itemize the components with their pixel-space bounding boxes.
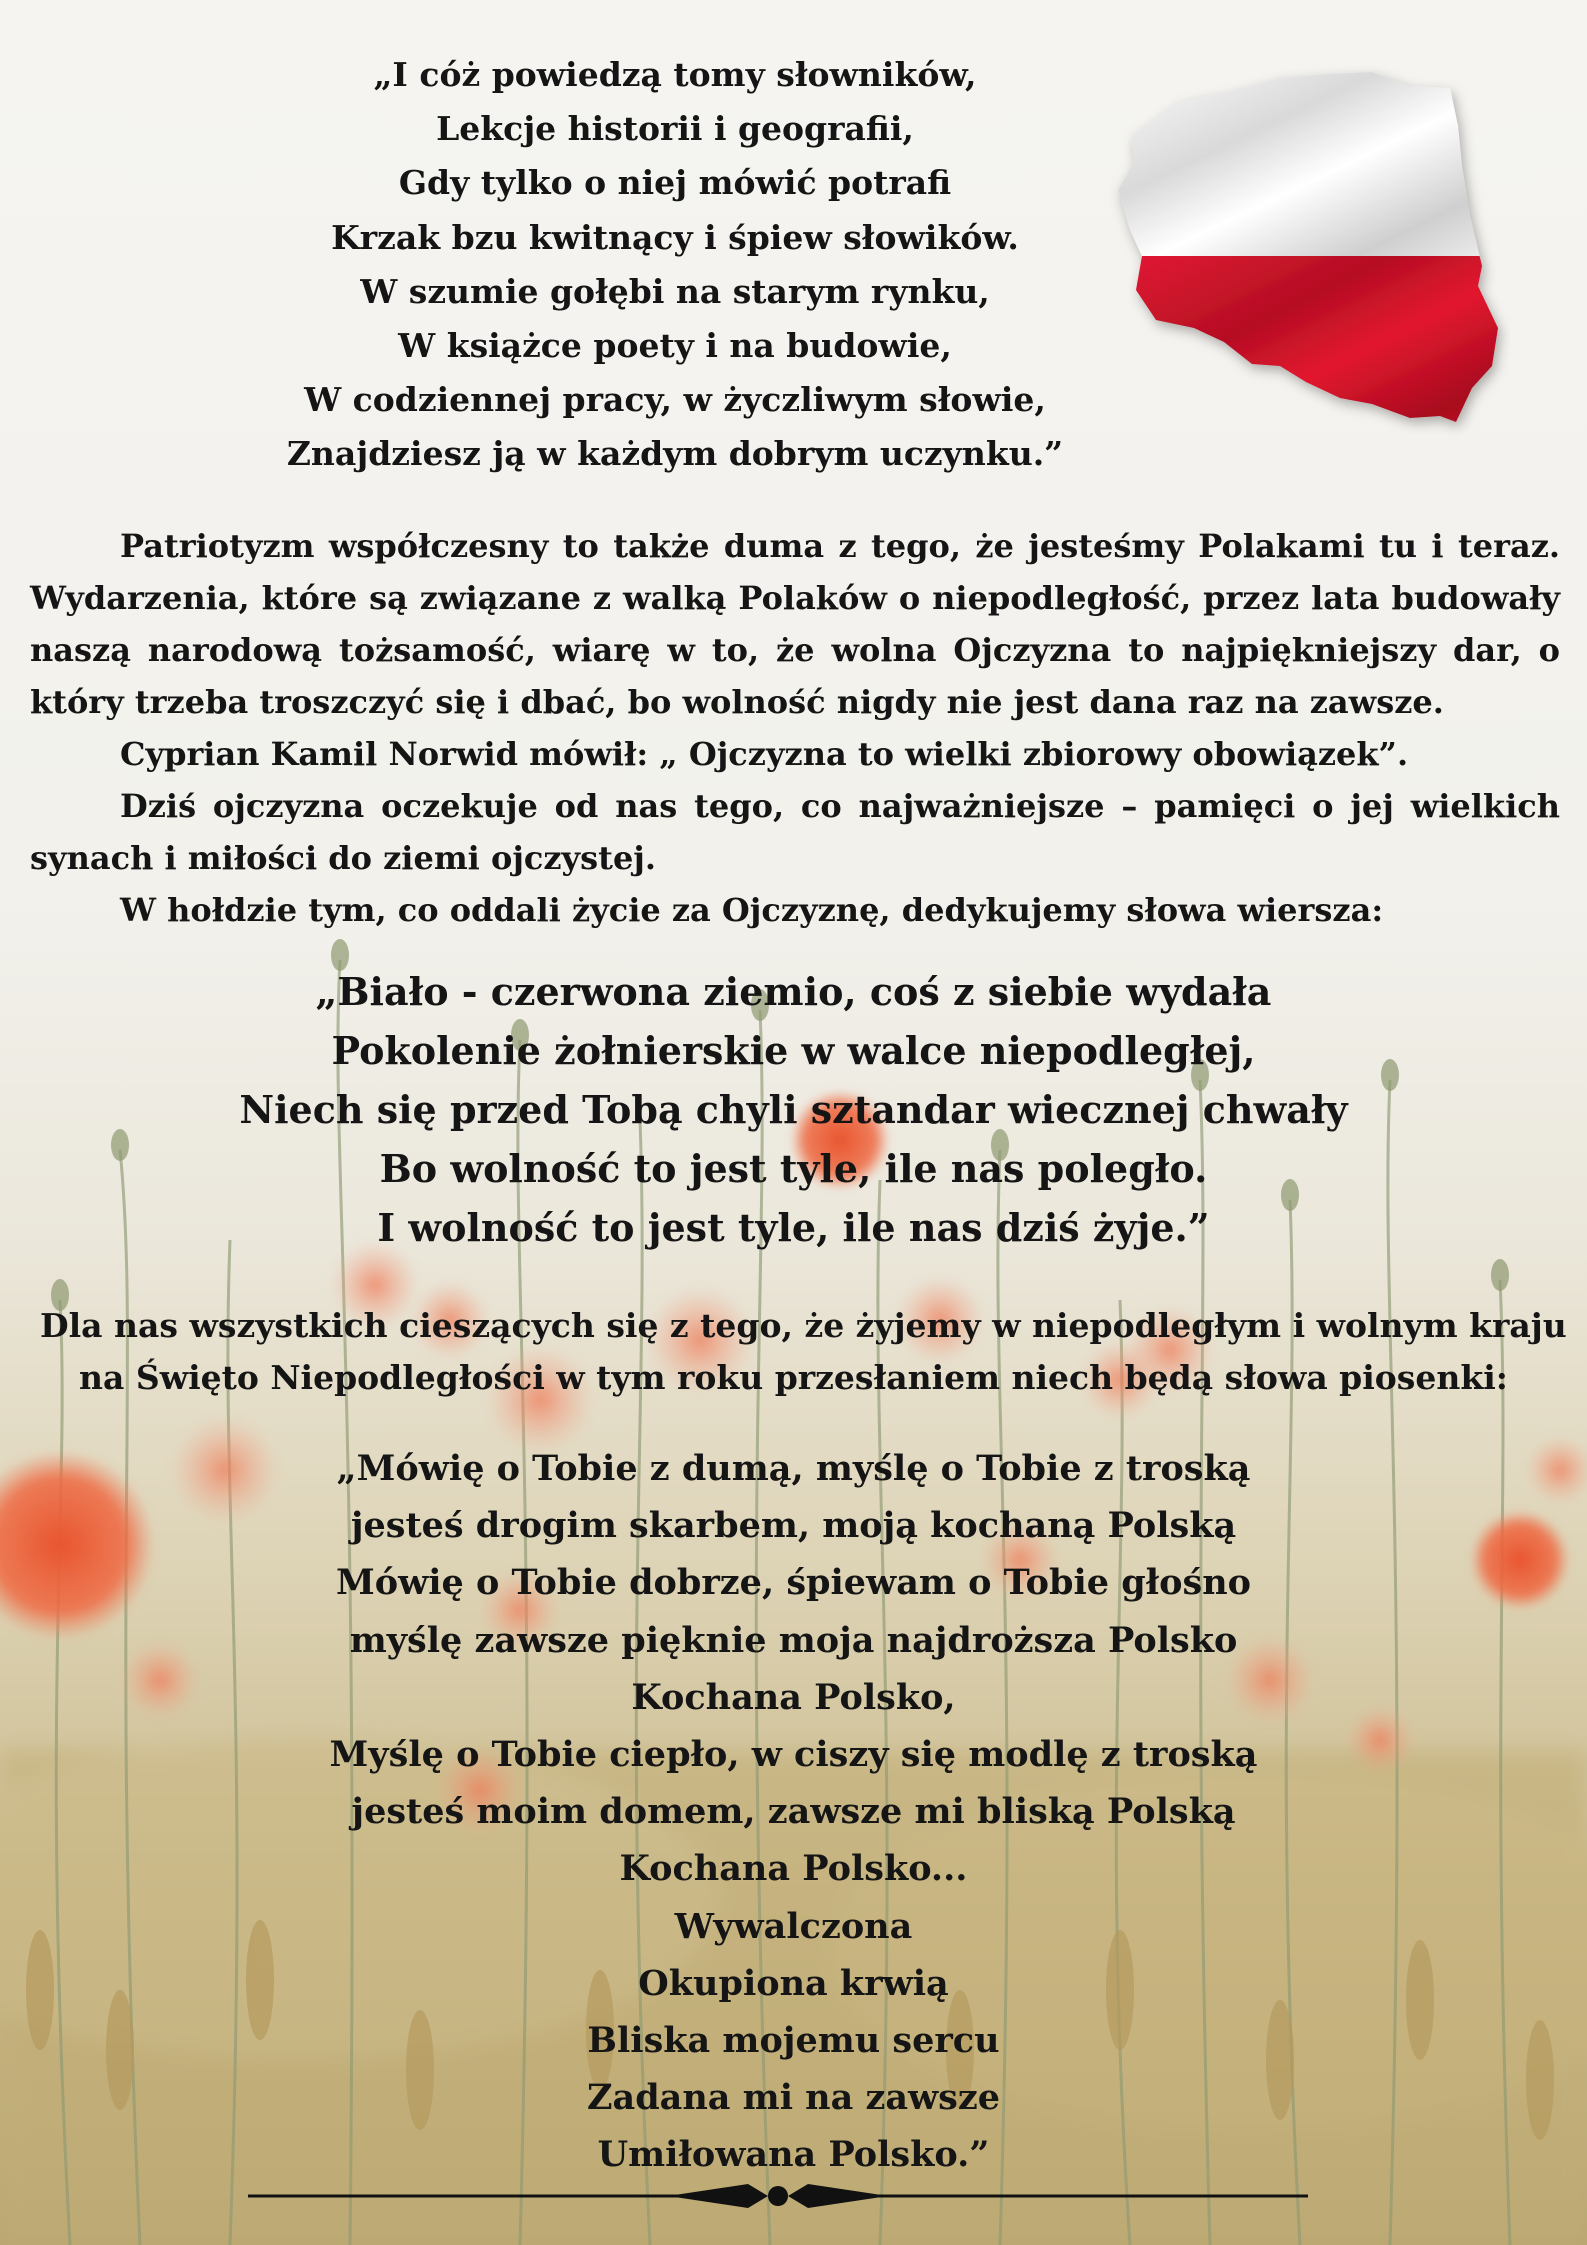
dedication-line: Dla nas wszystkich cieszących się z tego, że żyjemy w niepodległym i wolnym kraju (40, 1306, 1567, 1345)
paragraph-patriotism: Patriotyzm współczesny to także duma z tego, że jesteśmy Polakami tu i teraz. Wydarzenia, które są związane z walką Polaków o niepodległość, przez lata budowały naszą narodową tożsamość, wiarę w to, że wolna Ojczyzna to najpiękniejszy dar, o który trzeba troszczyć się i dbać, bo wolność nigdy nie jest dana raz na zawsze. (30, 527, 1560, 721)
opening-quote-line: W codziennej pracy, w życzliwym słowie, (304, 380, 1046, 420)
poland-map-flag-icon (1110, 66, 1510, 452)
song-line: Kochana Polsko... (619, 1848, 968, 1890)
opening-quote-line: Krzak bzu kwitnący i śpiew słowików. (331, 217, 1019, 257)
paragraph-homeland-expects: Dziś ojczyzna oczekuje od nas tego, co najważniejsze – pamięci o jej wielkich synach i miłości do ziemi ojczystej. (30, 787, 1560, 877)
song-line: myślę zawsze pięknie moja najdroższa Polsko (349, 1619, 1238, 1661)
song-line: Zadana mi na zawsze (586, 2077, 1001, 2119)
song-line: Kochana Polsko, (631, 1676, 956, 1718)
song-lyrics (200, 1440, 1387, 2184)
song-line: Mówię o Tobie dobrze, śpiewam o Tobie głośno (335, 1562, 1251, 1604)
song-line: Bliska mojemu sercu (587, 2020, 1000, 2062)
poem-line: Bo wolność to jest tyle, ile nas poległo. (379, 1146, 1208, 1191)
paragraph-norwid-quote: Cyprian Kamil Norwid mówił: „ Ojczyzna to wielki zbiorowy obowiązek”. (120, 735, 1409, 773)
opening-quote-line: „I cóż powiedzą tomy słowników, (373, 55, 977, 94)
song-line: jesteś drogim skarbem, moją kochaną Polską (350, 1505, 1237, 1547)
poem-line: I wolność to jest tyle, ile nas dziś żyje.” (377, 1205, 1210, 1250)
song-line: Okupiona krwią (638, 1962, 949, 2004)
opening-quote-line: Lekcje historii i geografii, (436, 109, 914, 149)
poem-line: Niech się przed Tobą chyli sztandar wiecznej chwały (239, 1087, 1348, 1132)
paragraph-tribute: W hołdzie tym, co oddali życie za Ojczyznę, dedykujemy słowa wiersza: (120, 891, 1384, 929)
opening-quote (230, 48, 1120, 482)
song-line: Umiłowana Polsko.” (597, 2134, 990, 2176)
opening-quote-line: Znajdziesz ją w każdym dobrym uczynku.” (286, 434, 1064, 474)
song-line: Wywalczona (674, 1905, 913, 1947)
divider-ornament-icon (248, 2176, 1308, 2216)
opening-quote-line: W książce poety i na budowie, (398, 326, 952, 366)
poem-line: Pokolenie żołnierskie w walce niepodległej, (331, 1028, 1256, 1073)
song-line: „Mówię o Tobie z dumą, myślę o Tobie z troską (336, 1448, 1251, 1489)
prose-section (30, 520, 1560, 936)
tribute-poem (200, 962, 1387, 1257)
opening-quote-line: Gdy tylko o niej mówić potrafi (398, 163, 952, 203)
song-line: jesteś moim domem, zawsze mi bliską Polską (351, 1791, 1236, 1833)
song-line: Myślę o Tobie ciepło, w ciszy się modlę z troską (329, 1734, 1258, 1776)
opening-quote-line: W szumie gołębi na starym rynku, (360, 271, 990, 311)
poem-line: „Biało - czerwona ziemio, coś z siebie wydała (315, 969, 1272, 1014)
song-dedication (40, 1300, 1567, 1404)
dedication-line: na Święto Niepodległości w tym roku przesłaniem niech będą słowa piosenki: (79, 1358, 1508, 1397)
